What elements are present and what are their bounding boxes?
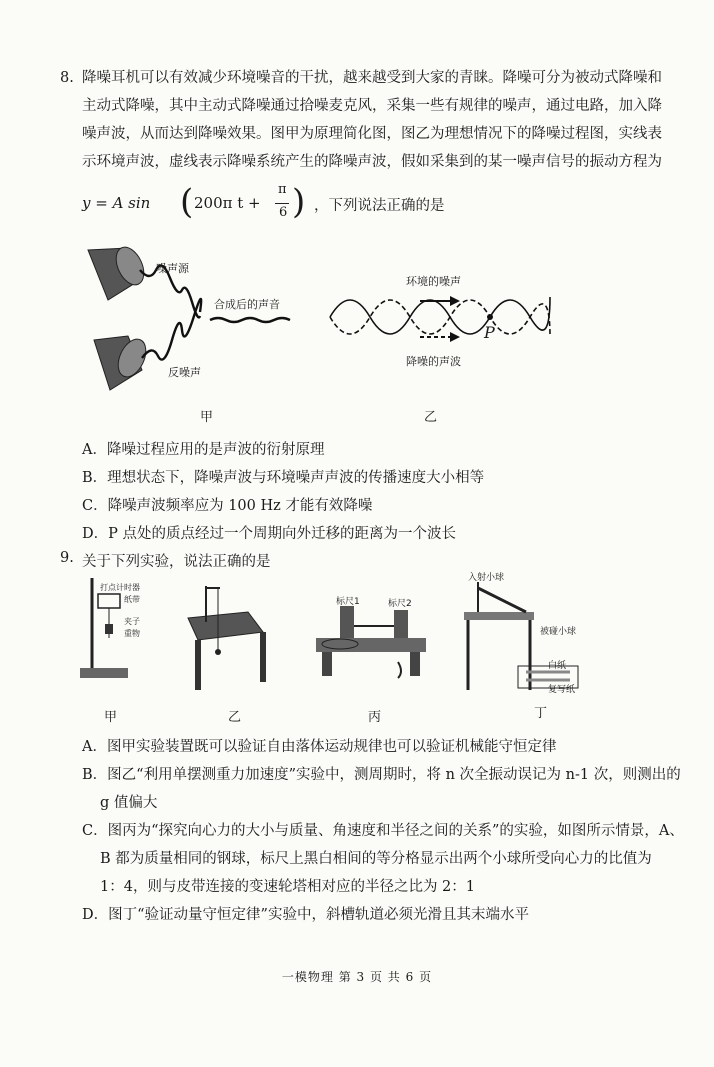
stem-line-1: 降噪耳机可以有效减少环境噪音的干扰，越来越受到大家的青睐。降噪可分为被动式降噪和 [82,70,662,86]
combined-sound-label: 合成后的声音 [214,298,280,311]
question-9-stem: 关于下列实验，说法正确的是 [82,554,271,570]
free-fall-apparatus-icon [80,578,128,678]
q9-option-c-line2: B 都为质量相同的钢球，标尺上黑白相间的等分格显示出两个小球所受向心力的比值为 [100,851,652,867]
caption-jia-9: 甲 [104,710,118,725]
vibration-equation [82,182,445,226]
q9-option-b-line2: g 值偏大 [100,795,158,811]
figure-yi [320,265,550,425]
fraction-bar [275,203,289,204]
equation-inner: 200π t + [194,194,261,212]
question-number: 8. [60,70,74,86]
weight-label: 重物 [124,629,140,638]
caption-yi: 乙 [424,410,438,425]
equation-paren-open: ( [180,182,194,222]
stem-line-3: 噪声波，从而达到降噪效果。图甲为原理简化图，图乙为理想情况下的降噪过程图，实线表 [82,126,662,142]
equation-lhs: y = A sin [82,194,151,212]
noise-cancel-diagram [80,240,310,410]
q9-option-c-line1: C．图丙为“探究向心力的大小与质量、角速度和半径之间的关系”的实验，如图所示情景，A、 [82,823,684,839]
q9-figures [78,573,658,728]
equation-paren-close: ) [292,182,306,222]
anti-wave-label: 降噪的声波 [406,355,461,368]
tape-label: 纸带 [124,595,140,604]
pendulum-apparatus-icon [188,586,263,690]
q9-option-a: A．图甲实验装置既可以验证自由落体运动规律也可以验证机械能守恒定律 [82,739,557,755]
point-p-marker [487,314,493,320]
env-noise-wave [330,297,550,334]
stem-line-4: 示环境声波，虚线表示降噪系统产生的降噪声波，假如采集到的某一噪声信号的振动方程为 [82,154,662,170]
q9-option-c-line3: 1：4，则与皮带连接的变速轮塔相对应的半径之比为 2：1 [100,879,476,895]
q8-option-a: A．降噪过程应用的是声波的衍射原理 [82,442,325,458]
combined-wave [210,318,290,322]
speaker-bottom-icon [94,335,151,390]
q8-option-b: B．理想状态下，降噪声波与环境噪声声波的传播速度大小相等 [82,470,485,486]
target-ball-label: 被碰小球 [540,627,577,637]
env-noise-label: 环境的噪声 [406,275,461,288]
anti-noise-label: 反噪声 [168,366,201,379]
q9-option-b-line1: B．图乙“利用单摆测重力加速度”实验中，测周期时，将 n 次全振动误记为 n-1 次，则测出的 [82,767,681,783]
caption-ding-9: 丁 [534,706,548,721]
caption-jia: 甲 [200,410,214,425]
q9-option-d: D．图丁“验证动量守恒定律”实验中，斜槽轨道必须光滑且其末端水平 [82,907,529,923]
anti-noise-wave [142,299,201,360]
equation-frac-den: 6 [279,205,288,220]
caption-yi-9: 乙 [228,710,242,725]
carbon-paper-label: 复写纸 [548,685,576,695]
equation-frac-num: π [278,182,287,197]
noise-source-label: 噪声源 [156,262,189,275]
caption-bing-9: 丙 [368,710,382,725]
incident-ball-label: 入射小球 [468,573,505,583]
timer-label: 打点计时器 [100,583,140,592]
page-footer: 一模物理 第 3 页 共 6 页 [281,970,433,984]
centripetal-apparatus-icon [316,606,426,678]
scale-2-label: 标尺2 [388,599,412,609]
question-9-number: 9. [60,550,74,566]
figure-jia [80,240,310,425]
clip-label: 夹子 [124,617,140,626]
scale-1-label: 标尺1 [336,597,360,607]
point-p-label: P [484,323,495,342]
equation-tail: ，下列说法正确的是 [314,198,445,214]
white-paper-label: 白纸 [548,661,567,671]
stem-line-2: 主动式降噪，其中主动式降噪通过拾噪麦克风，采集一些有规律的噪声，通过电路，加入降 [82,98,662,114]
anti-noise-wave [330,300,550,337]
q8-option-c: C．降噪声波频率应为 100 Hz 才能有效降噪 [82,498,373,514]
q8-option-d: D．P 点处的质点经过一个周期向外迁移的距离为一个波长 [82,526,456,542]
